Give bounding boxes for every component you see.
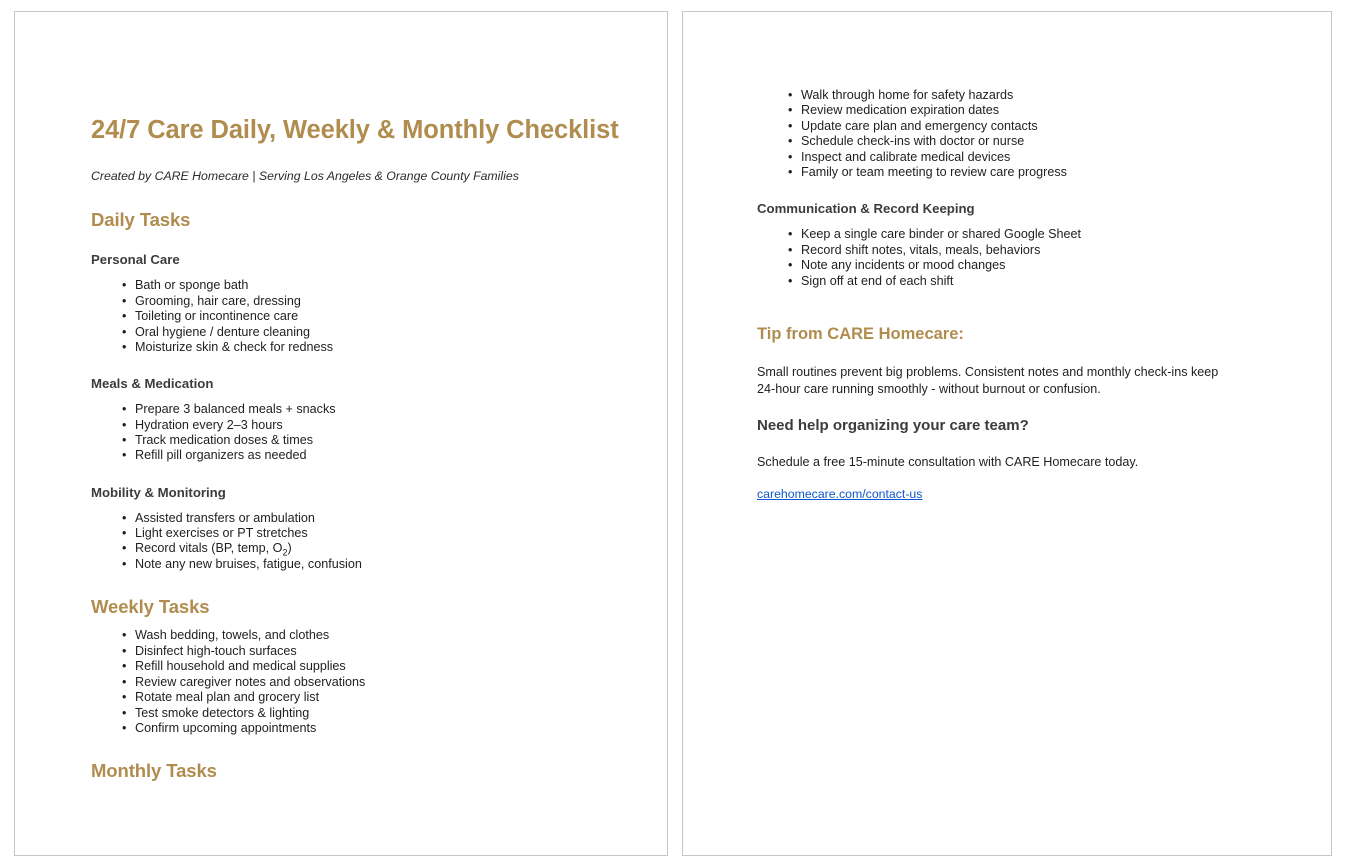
spacer bbox=[757, 398, 1291, 417]
task-list-communication bbox=[757, 227, 1291, 289]
spacer bbox=[757, 472, 1291, 485]
byline: Created by CARE Homecare | Serving Los Angeles & Orange County Families bbox=[91, 169, 519, 184]
list-item: • Sign off at end of each shift bbox=[757, 274, 1291, 289]
list-item: • Hydration every 2–3 hours bbox=[91, 418, 627, 433]
list-item: • Inspect and calibrate medical devices bbox=[757, 150, 1291, 165]
list-item: • Bath or sponge bath bbox=[91, 278, 627, 293]
list-item: • Update care plan and emergency contacts bbox=[757, 119, 1291, 134]
document-page-2 bbox=[682, 11, 1332, 856]
list-item: • Grooming, hair care, dressing bbox=[91, 294, 627, 309]
tip-body-text: Small routines prevent big problems. Consistent notes and monthly check-ins keep 24-hour care running smoothly - without burnout or confusion. bbox=[757, 364, 1219, 397]
list-item: • Disinfect high-touch surfaces bbox=[91, 644, 627, 659]
list-item: • Light exercises or PT stretches bbox=[91, 526, 627, 541]
list-item: • Oral hygiene / denture cleaning bbox=[91, 325, 627, 340]
list-item: • Record vitals (BP, temp, $O_2$) bbox=[91, 541, 627, 556]
sub-heading-mobility-monitoring: Mobility & Monitoring bbox=[91, 484, 226, 500]
page-2-content bbox=[683, 12, 1331, 855]
list-item: • Toileting or incontinence care bbox=[91, 309, 627, 324]
list-item: • Track medication doses & times bbox=[91, 433, 627, 448]
list-item: • Confirm upcoming appointments bbox=[91, 721, 627, 736]
page-title: 24/7 Care Daily, Weekly & Monthly Checklist bbox=[91, 116, 619, 144]
list-item: • Schedule check-ins with doctor or nurse bbox=[757, 134, 1291, 149]
section-heading-weekly-tasks: Weekly Tasks bbox=[91, 596, 210, 618]
list-item: • Assisted transfers or ambulation bbox=[91, 511, 627, 526]
sub-heading-personal-care: Personal Care bbox=[91, 252, 180, 268]
task-list-personal-care bbox=[91, 278, 627, 355]
tip-heading: Tip from CARE Homecare: bbox=[757, 324, 964, 343]
spacer bbox=[757, 345, 1291, 364]
cta-body-text: Schedule a free 15-minute consultation with CARE Homecare today. bbox=[757, 455, 1139, 470]
section-heading-daily-tasks: Daily Tasks bbox=[91, 209, 191, 231]
spacer bbox=[757, 289, 1291, 325]
task-list-meals-medication bbox=[91, 402, 627, 464]
document-page-1 bbox=[14, 11, 668, 856]
list-item: • Record shift notes, vitals, meals, behaviors bbox=[757, 243, 1291, 258]
list-item: • Moisturize skin & check for redness bbox=[91, 340, 627, 355]
sub-heading-communication-record-keeping: Communication & Record Keeping bbox=[757, 201, 975, 217]
contact-us-link[interactable]: carehomecare.com/contact-us bbox=[757, 486, 923, 501]
list-item: • Note any new bruises, fatigue, confusion bbox=[91, 557, 627, 572]
list-item: • Keep a single care binder or shared Google Sheet bbox=[757, 227, 1291, 242]
list-item: • Prepare 3 balanced meals + snacks bbox=[91, 402, 627, 417]
list-item: • Note any incidents or mood changes bbox=[757, 258, 1291, 273]
sub-heading-meals-medication: Meals & Medication bbox=[91, 376, 214, 392]
list-item: • Family or team meeting to review care progress bbox=[757, 165, 1291, 180]
list-item: • Refill pill organizers as needed bbox=[91, 448, 627, 463]
list-item: • Test smoke detectors & lighting bbox=[91, 706, 627, 721]
section-heading-monthly-tasks: Monthly Tasks bbox=[91, 760, 217, 782]
list-item: • Refill household and medical supplies bbox=[91, 659, 627, 674]
task-list-weekly bbox=[91, 628, 627, 736]
list-item: • Review caregiver notes and observations bbox=[91, 675, 627, 690]
list-item: • Rotate meal plan and grocery list bbox=[91, 690, 627, 705]
list-item: • Review medication expiration dates bbox=[757, 103, 1291, 118]
page-1-content bbox=[15, 12, 667, 855]
task-list-mobility-monitoring bbox=[91, 511, 627, 573]
cta-heading: Need help organizing your care team? bbox=[757, 417, 1029, 435]
spacer bbox=[757, 435, 1291, 454]
list-item: • Walk through home for safety hazards bbox=[757, 88, 1291, 103]
list-item: • Wash bedding, towels, and clothes bbox=[91, 628, 627, 643]
task-list-monthly-continued bbox=[757, 88, 1291, 180]
